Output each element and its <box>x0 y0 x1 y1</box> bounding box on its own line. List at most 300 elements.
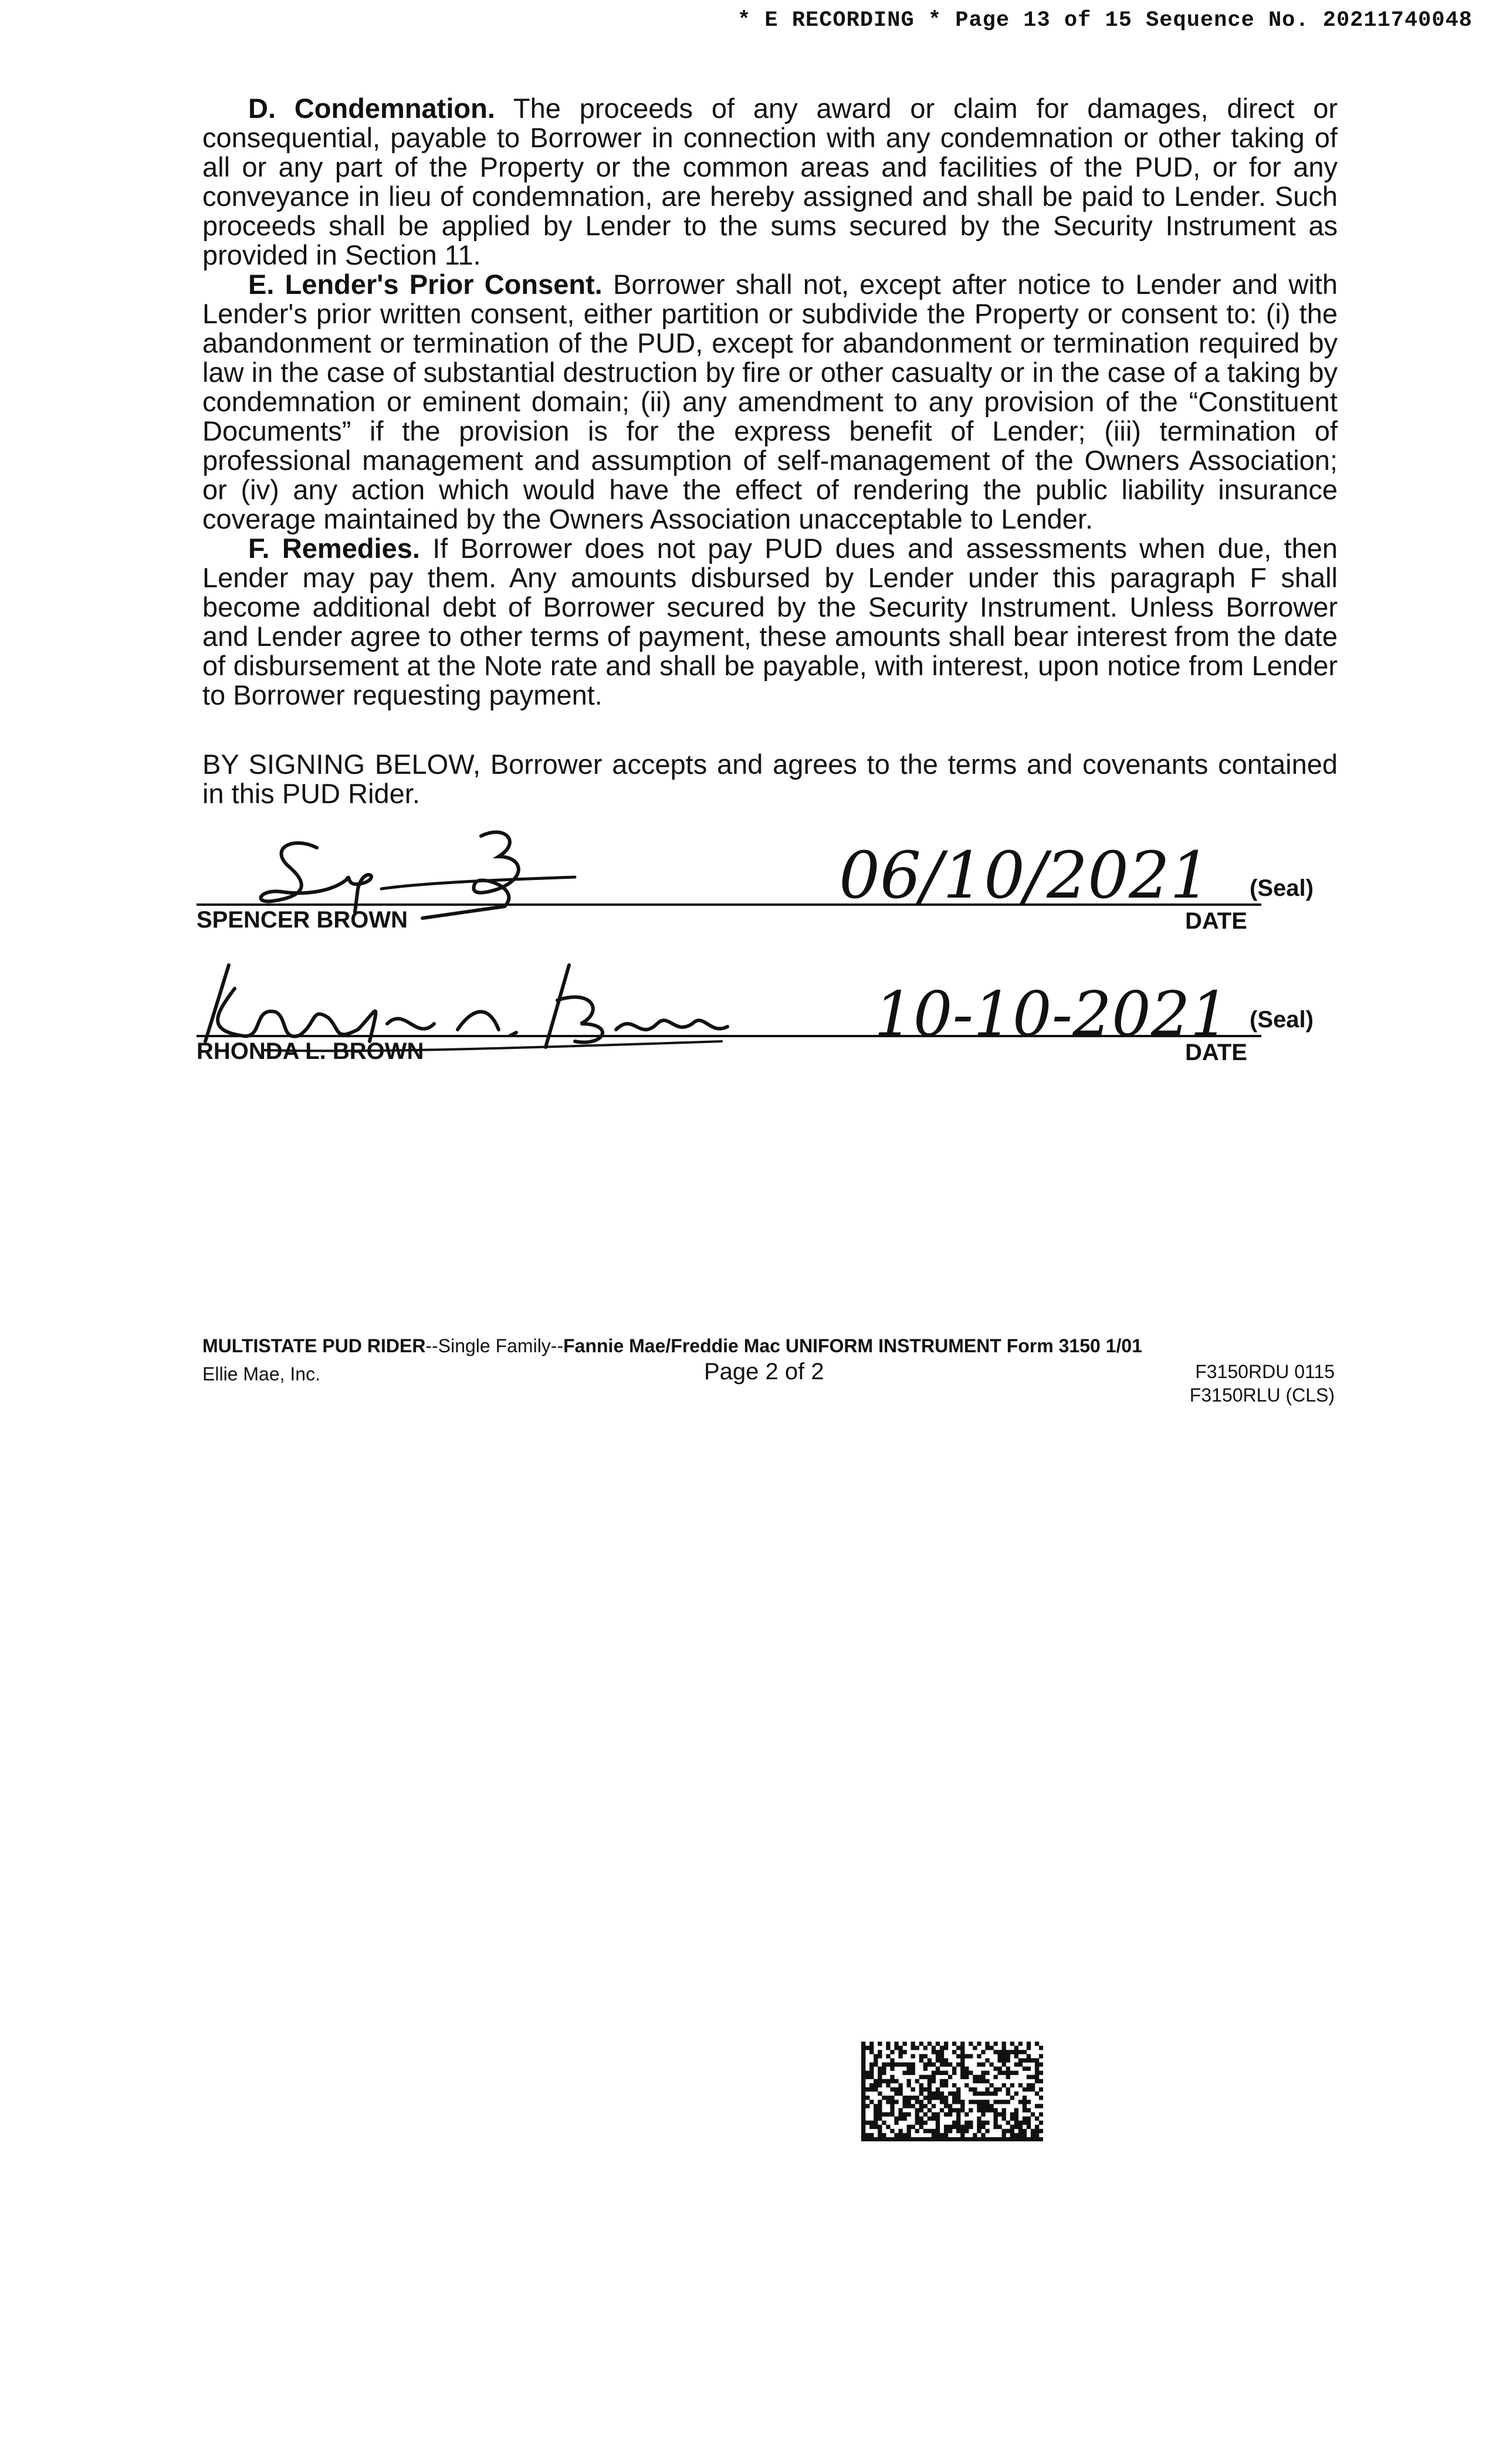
barcode-module <box>894 2137 898 2141</box>
barcode-module <box>869 2125 874 2129</box>
barcode-module <box>981 2091 985 2096</box>
barcode-module <box>977 2100 981 2104</box>
barcode-module <box>1006 2054 1010 2058</box>
barcode-module <box>923 2087 928 2091</box>
barcode-module <box>964 2067 969 2071</box>
barcode-module <box>993 2067 997 2071</box>
barcode-module <box>1002 2054 1006 2058</box>
barcode-module <box>874 2058 878 2062</box>
barcode-module <box>919 2104 923 2108</box>
barcode-module <box>956 2137 960 2141</box>
barcode-module <box>1010 2071 1014 2075</box>
barcode-module <box>964 2083 969 2087</box>
barcode-module <box>1010 2137 1014 2141</box>
barcode-module <box>861 2133 865 2137</box>
barcode-module <box>1035 2071 1039 2075</box>
barcode-module <box>907 2083 911 2087</box>
barcode-module <box>882 2096 886 2100</box>
barcode-module <box>915 2117 919 2121</box>
barcode-module <box>998 2137 1002 2141</box>
barcode-module <box>936 2058 940 2062</box>
barcode-module <box>948 2075 952 2079</box>
barcode-module <box>960 2108 964 2112</box>
barcode-module <box>969 2071 973 2075</box>
barcode-module <box>936 2087 940 2091</box>
barcode-module <box>952 2050 956 2054</box>
barcode-module <box>1002 2042 1006 2046</box>
barcode-module <box>1035 2137 1039 2141</box>
barcode-module <box>936 2096 940 2100</box>
barcode-module <box>1035 2117 1039 2121</box>
barcode-module <box>1039 2121 1043 2125</box>
barcode-module <box>898 2046 902 2050</box>
barcode-module <box>1039 2104 1043 2108</box>
barcode-module <box>993 2042 997 2046</box>
barcode-module <box>894 2046 898 2050</box>
barcode-module <box>973 2075 977 2079</box>
barcode-module <box>1023 2137 1027 2141</box>
barcode-module <box>936 2133 940 2137</box>
barcode-module <box>1031 2133 1035 2137</box>
barcode-module <box>1006 2075 1010 2079</box>
barcode-module <box>1027 2100 1031 2104</box>
barcode-module <box>956 2117 960 2121</box>
barcode-module <box>1014 2050 1018 2054</box>
barcode-module <box>882 2112 886 2116</box>
barcode-module <box>915 2046 919 2050</box>
barcode-module <box>1023 2100 1027 2104</box>
barcode-module <box>964 2075 969 2079</box>
barcode-module <box>890 2062 894 2066</box>
barcode-module <box>940 2133 944 2137</box>
barcode-module <box>940 2062 944 2066</box>
barcode-module <box>985 2058 989 2062</box>
barcode-module <box>911 2067 915 2071</box>
barcode-module <box>919 2087 923 2091</box>
barcode-module <box>944 2100 948 2104</box>
section-f-heading: F. Remedies. <box>248 533 420 564</box>
barcode-module <box>969 2108 973 2112</box>
barcode-module <box>919 2100 923 2104</box>
barcode-module <box>886 2042 890 2046</box>
barcode-module <box>861 2062 865 2066</box>
barcode-module <box>882 2133 886 2137</box>
barcode-module <box>907 2079 911 2083</box>
barcode-module <box>928 2100 932 2104</box>
barcode-module <box>932 2129 936 2133</box>
barcode-module <box>948 2104 952 2108</box>
barcode-module <box>1010 2083 1014 2087</box>
barcode-module <box>898 2087 902 2091</box>
barcode-module <box>923 2062 928 2066</box>
barcode-module <box>894 2091 898 2096</box>
barcode-module <box>907 2062 911 2066</box>
barcode-module <box>932 2104 936 2108</box>
barcode-module <box>960 2046 964 2050</box>
form-title <box>202 1335 1142 1357</box>
barcode-module <box>985 2046 989 2050</box>
barcode-module <box>911 2104 915 2108</box>
barcode-module <box>998 2087 1002 2091</box>
barcode-module <box>932 2079 936 2083</box>
signature-line-1 <box>197 903 1261 906</box>
barcode-module <box>936 2121 940 2125</box>
barcode-module <box>944 2129 948 2133</box>
barcode-module <box>861 2112 865 2116</box>
barcode-module <box>882 2062 886 2066</box>
barcode-module <box>907 2129 911 2133</box>
handwritten-date-rhonda <box>868 977 1230 1053</box>
barcode-module <box>911 2096 915 2100</box>
barcode-module <box>985 2129 989 2133</box>
barcode-module <box>977 2079 981 2083</box>
barcode-module <box>977 2137 981 2141</box>
barcode-module <box>989 2137 993 2141</box>
barcode-module <box>1039 2046 1043 2050</box>
rider-body <box>202 94 1338 710</box>
barcode-module <box>981 2133 985 2137</box>
barcode-module <box>1035 2125 1039 2129</box>
barcode-module <box>894 2100 898 2104</box>
svg-text:10-10-2021: 10-10-2021 <box>874 979 1230 1050</box>
barcode-module <box>878 2054 882 2058</box>
barcode-module <box>1027 2083 1031 2087</box>
form-title-part-2: --Single Family-- <box>425 1335 564 1356</box>
barcode-module <box>1006 2091 1010 2096</box>
barcode-module <box>1014 2121 1018 2125</box>
barcode-module <box>1014 2071 1018 2075</box>
barcode-module <box>928 2087 932 2091</box>
barcode-module <box>932 2096 936 2100</box>
barcode-module <box>902 2062 906 2066</box>
barcode-module <box>923 2112 928 2116</box>
barcode-module <box>960 2100 964 2104</box>
barcode-module <box>944 2046 948 2050</box>
barcode-module <box>865 2087 869 2091</box>
barcode-module <box>902 2112 906 2116</box>
barcode-module <box>1018 2125 1023 2129</box>
barcode-module <box>919 2117 923 2121</box>
barcode-module <box>956 2087 960 2091</box>
barcode-module <box>948 2125 952 2129</box>
barcode-module <box>932 2137 936 2141</box>
barcode-module <box>1006 2087 1010 2091</box>
barcode-module <box>981 2071 985 2075</box>
barcode-module <box>902 2100 906 2104</box>
datamatrix-barcode-icon <box>861 2042 1043 2141</box>
barcode-module <box>956 2112 960 2116</box>
form-code-2: F3150RLU (CLS) <box>1189 1385 1335 1406</box>
barcode-module <box>1023 2096 1027 2100</box>
barcode-module <box>861 2125 865 2129</box>
barcode-module <box>1014 2125 1018 2129</box>
barcode-module <box>919 2091 923 2096</box>
barcode-module <box>878 2133 882 2137</box>
barcode-module <box>874 2087 878 2091</box>
barcode-module <box>977 2117 981 2121</box>
barcode-module <box>993 2087 997 2091</box>
barcode-module <box>944 2104 948 2108</box>
barcode-module <box>944 2071 948 2075</box>
barcode-module <box>977 2075 981 2079</box>
barcode-module <box>1010 2050 1014 2054</box>
barcode-module <box>944 2083 948 2087</box>
barcode-module <box>969 2121 973 2125</box>
barcode-module <box>1027 2117 1031 2121</box>
barcode-module <box>869 2137 874 2141</box>
barcode-module <box>1027 2125 1031 2129</box>
barcode-module <box>1018 2121 1023 2125</box>
barcode-module <box>911 2054 915 2058</box>
svg-text:06/10/2021: 06/10/2021 <box>839 838 1211 913</box>
barcode-module <box>878 2117 882 2121</box>
barcode-module <box>865 2046 869 2050</box>
barcode-module <box>890 2100 894 2104</box>
barcode-module <box>952 2108 956 2112</box>
barcode-module <box>956 2062 960 2066</box>
barcode-module <box>985 2087 989 2091</box>
barcode-module <box>882 2071 886 2075</box>
barcode-module <box>865 2075 869 2079</box>
barcode-module <box>1006 2058 1010 2062</box>
barcode-module <box>932 2091 936 2096</box>
barcode-module <box>1023 2121 1027 2125</box>
barcode-module <box>1023 2117 1027 2121</box>
barcode-module <box>1002 2133 1006 2137</box>
barcode-module <box>1035 2079 1039 2083</box>
barcode-module <box>898 2062 902 2066</box>
barcode-module <box>874 2054 878 2058</box>
barcode-module <box>874 2117 878 2121</box>
barcode-module <box>878 2079 882 2083</box>
barcode-module <box>956 2046 960 2050</box>
barcode-module <box>928 2108 932 2112</box>
barcode-module <box>1014 2117 1018 2121</box>
barcode-module <box>919 2125 923 2129</box>
barcode-module <box>890 2079 894 2083</box>
barcode-module <box>1014 2108 1018 2112</box>
barcode-module <box>960 2054 964 2058</box>
barcode-module <box>998 2054 1002 2058</box>
barcode-module <box>1018 2129 1023 2133</box>
barcode-module <box>1010 2117 1014 2121</box>
barcode-module <box>1039 2087 1043 2091</box>
barcode-module <box>886 2062 890 2066</box>
barcode-module <box>861 2058 865 2062</box>
barcode-module <box>1014 2062 1018 2066</box>
barcode-module <box>960 2058 964 2062</box>
barcode-module <box>1002 2046 1006 2050</box>
barcode-module <box>907 2137 911 2141</box>
barcode-module <box>874 2125 878 2129</box>
closing-statement: BY SIGNING BELOW, Borrower accepts and agrees to the terms and covenants contained in this PUD Rider. <box>202 749 1338 809</box>
barcode-module <box>932 2046 936 2050</box>
barcode-module <box>878 2067 882 2071</box>
barcode-module <box>902 2071 906 2075</box>
barcode-module <box>1023 2087 1027 2091</box>
barcode-module <box>898 2108 902 2112</box>
barcode-module <box>869 2075 874 2079</box>
barcode-module <box>1031 2058 1035 2062</box>
barcode-module <box>869 2100 874 2104</box>
barcode-module <box>944 2079 948 2083</box>
barcode-module <box>998 2112 1002 2116</box>
barcode-module <box>985 2108 989 2112</box>
barcode-module <box>878 2104 882 2108</box>
barcode-module <box>952 2137 956 2141</box>
barcode-module <box>890 2075 894 2079</box>
barcode-module <box>886 2100 890 2104</box>
seal-label-2: (Seal) <box>1250 1007 1314 1033</box>
barcode-module <box>1018 2042 1023 2046</box>
barcode-module <box>936 2071 940 2075</box>
barcode-module <box>940 2046 944 2050</box>
barcode-module <box>932 2071 936 2075</box>
barcode-module <box>874 2062 878 2066</box>
barcode-module <box>964 2121 969 2125</box>
barcode-module <box>952 2091 956 2096</box>
barcode-module <box>944 2062 948 2066</box>
barcode-module <box>1010 2133 1014 2137</box>
barcode-module <box>1035 2133 1039 2137</box>
barcode-module <box>1014 2046 1018 2050</box>
barcode-module <box>878 2112 882 2116</box>
borrower-name-2: RHONDA L. BROWN <box>197 1038 424 1064</box>
barcode-module <box>907 2125 911 2129</box>
barcode-module <box>1002 2062 1006 2066</box>
barcode-module <box>944 2137 948 2141</box>
barcode-module <box>886 2125 890 2129</box>
date-label-1: DATE <box>1185 908 1247 934</box>
barcode-module <box>993 2125 997 2129</box>
barcode-module <box>1023 2129 1027 2133</box>
barcode-module <box>865 2121 869 2125</box>
barcode-module <box>944 2133 948 2137</box>
barcode-module <box>911 2062 915 2066</box>
barcode-module <box>882 2067 886 2071</box>
barcode-module <box>907 2071 911 2075</box>
barcode-module <box>977 2121 981 2125</box>
barcode-module <box>1035 2129 1039 2133</box>
barcode-module <box>886 2137 890 2141</box>
barcode-module <box>886 2083 890 2087</box>
barcode-module <box>919 2054 923 2058</box>
barcode-module <box>928 2091 932 2096</box>
barcode-module <box>928 2062 932 2066</box>
barcode-module <box>936 2067 940 2071</box>
barcode-module <box>973 2046 977 2050</box>
barcode-module <box>865 2133 869 2137</box>
barcode-module <box>940 2050 944 2054</box>
barcode-module <box>1039 2129 1043 2133</box>
barcode-module <box>932 2050 936 2054</box>
barcode-module <box>960 2125 964 2129</box>
barcode-module <box>973 2133 977 2137</box>
barcode-module <box>952 2121 956 2125</box>
barcode-module <box>973 2087 977 2091</box>
barcode-module <box>948 2091 952 2096</box>
barcode-module <box>985 2091 989 2096</box>
barcode-module <box>902 2050 906 2054</box>
barcode-module <box>1002 2083 1006 2087</box>
barcode-module <box>1023 2133 1027 2137</box>
barcode-module <box>969 2100 973 2104</box>
barcode-module <box>869 2067 874 2071</box>
barcode-module <box>865 2096 869 2100</box>
barcode-module <box>993 2121 997 2125</box>
barcode-module <box>940 2137 944 2141</box>
barcode-module <box>1018 2062 1023 2066</box>
barcode-module <box>1039 2079 1043 2083</box>
barcode-module <box>940 2054 944 2058</box>
barcode-module <box>981 2104 985 2108</box>
barcode-module <box>1031 2083 1035 2087</box>
barcode-module <box>969 2125 973 2129</box>
barcode-module <box>898 2117 902 2121</box>
barcode-module <box>878 2091 882 2096</box>
barcode-module <box>911 2137 915 2141</box>
barcode-module <box>882 2079 886 2083</box>
barcode-module <box>936 2125 940 2129</box>
barcode-module <box>898 2054 902 2058</box>
barcode-module <box>923 2121 928 2125</box>
barcode-module <box>894 2042 898 2046</box>
barcode-module <box>940 2100 944 2104</box>
barcode-module <box>985 2071 989 2075</box>
barcode-module <box>861 2087 865 2091</box>
barcode-module <box>874 2083 878 2087</box>
barcode-module <box>894 2121 898 2125</box>
barcode-module <box>1039 2054 1043 2058</box>
barcode-module <box>964 2054 969 2058</box>
barcode-module <box>1031 2112 1035 2116</box>
barcode-module <box>940 2058 944 2062</box>
barcode-module <box>861 2050 865 2054</box>
barcode-module <box>915 2129 919 2133</box>
barcode-module <box>886 2054 890 2058</box>
barcode-module <box>1002 2100 1006 2104</box>
barcode-module <box>1018 2058 1023 2062</box>
barcode-module <box>919 2058 923 2062</box>
barcode-module <box>948 2112 952 2116</box>
barcode-module <box>993 2117 997 2121</box>
barcode-module <box>878 2129 882 2133</box>
barcode-module <box>973 2100 977 2104</box>
barcode-module <box>874 2108 878 2112</box>
barcode-module <box>977 2062 981 2066</box>
barcode-module <box>964 2071 969 2075</box>
barcode-module <box>1027 2108 1031 2112</box>
barcode-module <box>985 2121 989 2125</box>
barcode-module <box>936 2042 940 2046</box>
barcode-module <box>890 2087 894 2091</box>
barcode-module <box>919 2137 923 2141</box>
barcode-module <box>936 2112 940 2116</box>
barcode-module <box>1027 2121 1031 2125</box>
barcode-module <box>940 2079 944 2083</box>
barcode-module <box>923 2104 928 2108</box>
barcode-module <box>861 2083 865 2087</box>
barcode-module <box>977 2108 981 2112</box>
barcode-module <box>944 2096 948 2100</box>
barcode-module <box>1027 2067 1031 2071</box>
barcode-module <box>956 2091 960 2096</box>
barcode-module <box>915 2121 919 2125</box>
barcode-module <box>981 2079 985 2083</box>
barcode-module <box>1023 2067 1027 2071</box>
barcode-module <box>907 2067 911 2071</box>
barcode-module <box>998 2058 1002 2062</box>
